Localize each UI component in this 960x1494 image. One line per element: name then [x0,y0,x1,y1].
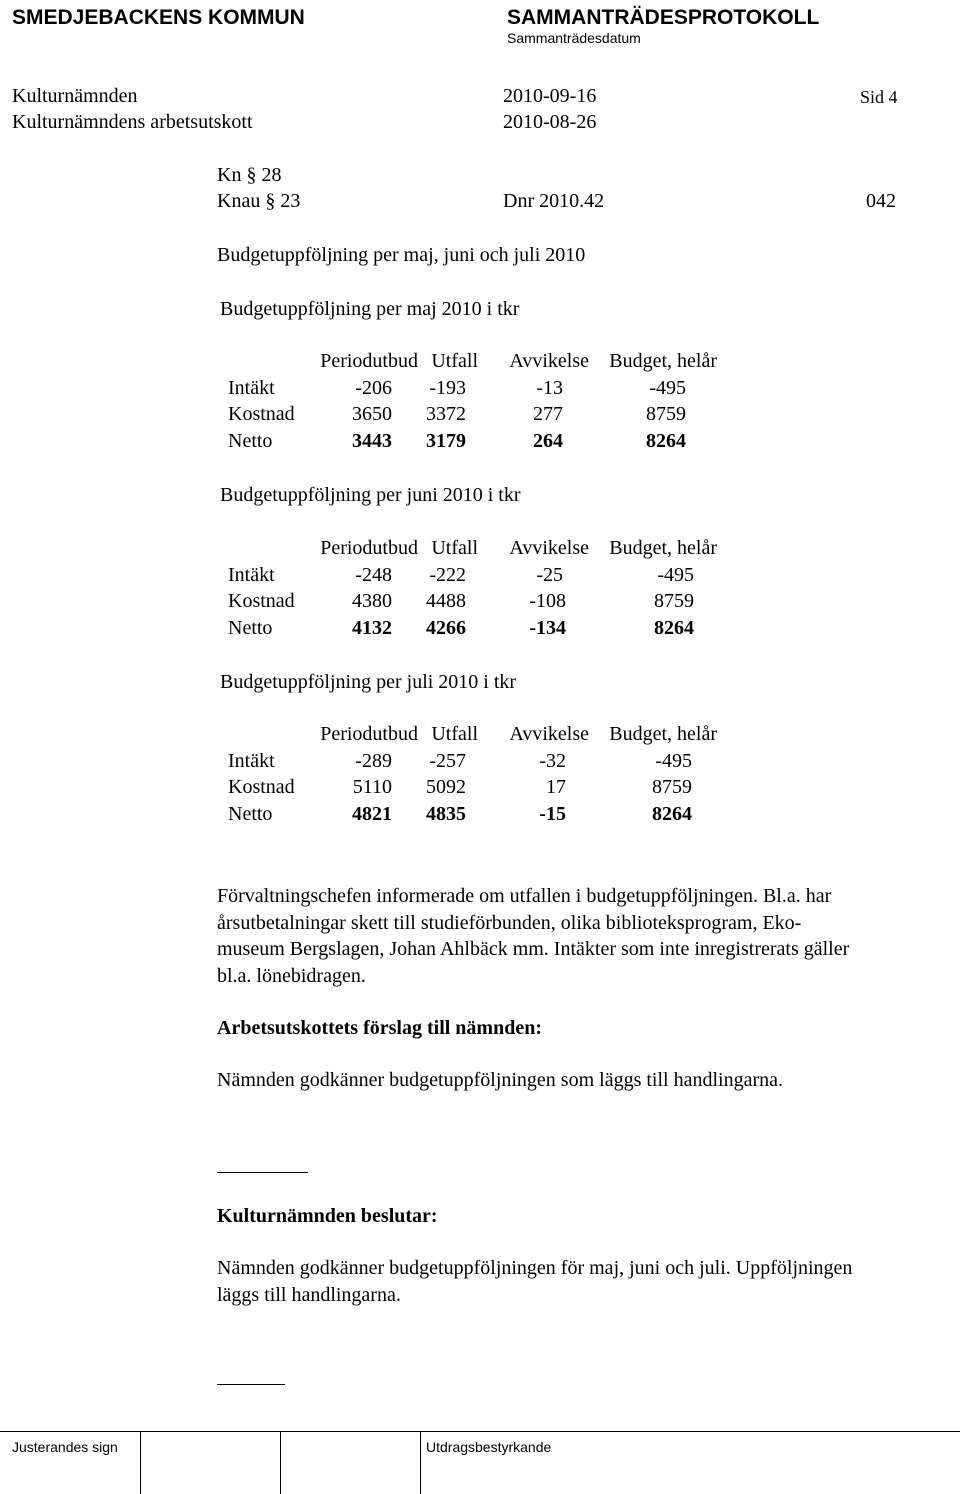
col-periodutbud: Periodutbud [320,349,418,372]
cell-budget: 8759 [652,776,692,799]
cell-utfall: 3179 [426,430,466,453]
diary-number: Dnr 2010.42 [503,190,605,212]
table-row [228,801,717,828]
cell-budget: -495 [649,376,686,399]
signature-box-divider [420,1431,421,1494]
section-heading-july: Budgetuppföljning per juli 2010 i tkr [220,671,517,693]
table-row [228,589,717,616]
section-heading-may: Budgetuppföljning per maj 2010 i tkr [220,298,520,320]
cell-utfall: 4266 [426,617,466,640]
col-utfall: Utfall [431,349,478,372]
cell-budget: 8759 [646,403,686,426]
cell-avvikelse: -13 [536,376,563,399]
col-periodutbud: Periodutbud [320,536,418,559]
decision-line-2: läggs till handlingarna. [217,1284,401,1306]
section-heading-june: Budgetuppföljning per juni 2010 i tkr [220,484,521,506]
budget-table-may [228,348,717,455]
cell-periodutbud: 4821 [352,803,392,826]
table-row [228,375,717,402]
cell-periodutbud: -289 [355,749,392,772]
cell-budget: 8264 [646,430,686,453]
case-title: Budgetuppföljning per maj, juni och juli 2010 [217,244,586,266]
decision-heading: Kulturnämnden beslutar: [217,1205,438,1227]
table-header-row [228,535,717,562]
separator-line [217,1384,285,1385]
certification-label: Utdragsbestyrkande [426,1439,552,1455]
row-label: Intäkt [228,563,275,586]
paragraph-line-2: årsutbetalningar skett till studieförbunden, olika biblioteksprogram, Eko- [217,912,802,934]
table-row [228,615,717,642]
cell-budget: 8264 [654,617,694,640]
cell-periodutbud: 4380 [352,590,392,613]
cell-utfall: 4488 [426,590,466,613]
knau-paragraph: Knau § 23 [217,190,301,212]
row-label: Kostnad [228,776,295,799]
cell-avvikelse: -108 [529,590,566,613]
meeting-date-1: 2010-09-16 [503,85,597,107]
cell-periodutbud: 4132 [352,617,392,640]
row-label: Intäkt [228,376,275,399]
diary-code: 042 [866,190,896,212]
signature-label: Justerandes sign [12,1439,118,1455]
col-utfall: Utfall [431,722,478,745]
col-budget: Budget, helår [609,722,717,745]
cell-avvikelse: 264 [533,430,563,453]
col-avvikelse: Avvikelse [509,722,589,745]
paragraph-line-3: museum Bergslagen, Johan Ahlbäck mm. Intäkter som inte inregistrerats gäller [217,938,850,960]
row-label: Netto [228,430,273,453]
meeting-date-2: 2010-08-26 [503,111,597,133]
meeting-date-label: Sammanträdesdatum [507,30,641,46]
meeting-body-2: Kulturnämndens arbetsutskott [12,111,253,133]
table-row [228,775,717,802]
cell-utfall: -193 [429,376,466,399]
organization-name: SMEDJEBACKENS KOMMUN [12,6,305,29]
proposal-heading: Arbetsutskottets förslag till nämnden: [217,1017,542,1039]
cell-avvikelse: 17 [546,776,566,799]
col-avvikelse: Avvikelse [509,536,589,559]
page-number: Sid 4 [860,87,898,107]
meeting-body-1: Kulturnämnden [12,85,138,107]
table-header-row [228,721,717,748]
cell-utfall: 3372 [426,403,466,426]
table-row [228,428,717,455]
cell-utfall: -222 [429,563,466,586]
budget-table-june [228,535,717,642]
col-avvikelse: Avvikelse [509,349,589,372]
table-row [228,562,717,589]
decision-line-1: Nämnden godkänner budgetuppföljningen för maj, juni och juli. Uppföljningen [217,1257,853,1279]
cell-avvikelse: -134 [529,617,566,640]
cell-periodutbud: -206 [355,376,392,399]
table-header-row [228,348,717,375]
cell-periodutbud: 5110 [352,776,392,799]
col-budget: Budget, helår [609,536,717,559]
table-row [228,402,717,429]
cell-avvikelse: -32 [539,749,566,772]
row-label: Netto [228,617,273,640]
cell-budget: 8264 [652,803,692,826]
paragraph-line-1: Förvaltningschefen informerade om utfallen i budgetuppföljningen. Bl.a. har [217,885,832,907]
row-label: Kostnad [228,403,295,426]
cell-periodutbud: -248 [355,563,392,586]
cell-periodutbud: 3650 [352,403,392,426]
cell-utfall: 4835 [426,803,466,826]
row-label: Intäkt [228,749,275,772]
row-label: Netto [228,803,273,826]
cell-utfall: -257 [429,749,466,772]
document-type: SAMMANTRÄDESPROTOKOLL [507,6,820,29]
footer-rule [0,1431,960,1432]
cell-avvikelse: -15 [539,803,566,826]
paragraph-line-4: bl.a. lönebidragen. [217,965,366,987]
cell-utfall: 5092 [426,776,466,799]
col-budget: Budget, helår [609,349,717,372]
col-periodutbud: Periodutbud [320,722,418,745]
cell-avvikelse: -25 [536,563,563,586]
budget-table-july [228,721,717,828]
proposal-text: Nämnden godkänner budgetuppföljningen som läggs till handlingarna. [217,1069,783,1091]
cell-periodutbud: 3443 [352,430,392,453]
row-label: Kostnad [228,590,295,613]
cell-budget: 8759 [654,590,694,613]
table-row [228,748,717,775]
cell-budget: -495 [657,563,694,586]
signature-box-divider [280,1431,281,1494]
cell-avvikelse: 277 [533,403,563,426]
signature-box-divider [140,1431,141,1494]
col-utfall: Utfall [431,536,478,559]
separator-line [217,1172,308,1173]
cell-budget: -495 [655,749,692,772]
kn-paragraph: Kn § 28 [217,164,282,186]
